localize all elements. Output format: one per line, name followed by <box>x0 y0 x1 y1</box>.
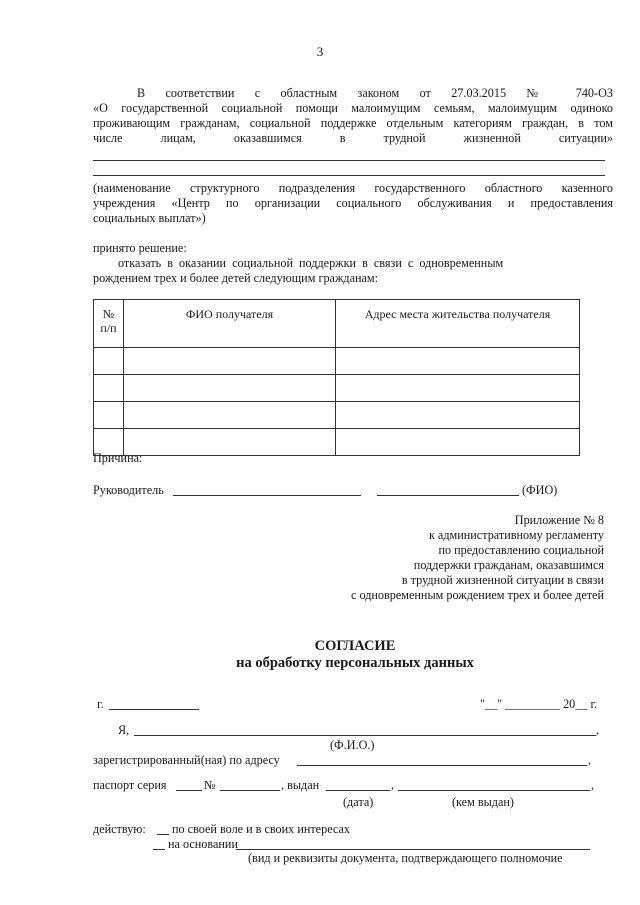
consent-date[interactable]: "__" _________ 20__ г. <box>480 697 598 711</box>
registered-label: зарегистрированный(ная) по адресу <box>93 753 280 767</box>
address-comma: , <box>588 753 592 767</box>
reason-label: Причина: <box>93 451 143 465</box>
head-signature-line[interactable] <box>173 495 361 496</box>
table-cell-address[interactable] <box>336 348 580 375</box>
issue-comma: , <box>391 778 395 792</box>
org-caption-line-3: социальных выплат») <box>93 211 206 225</box>
decision-heading: принято решение: <box>93 241 187 255</box>
table-cell-fio[interactable] <box>124 348 336 375</box>
recipients-table <box>93 299 580 456</box>
passport-number-label: № <box>204 778 216 792</box>
authority-doc-field[interactable] <box>236 849 590 850</box>
org-caption-line-2: учреждения «Центр по организации социального обслуживания и предоставления <box>93 196 613 210</box>
table-cell-number[interactable] <box>94 348 124 375</box>
intro-line-2: «О государственной социальной помощи малоимущим семьям, малоимущим одиноко <box>93 101 613 115</box>
i-label: Я, <box>118 723 130 737</box>
table-cell-number[interactable] <box>94 375 124 402</box>
table-row <box>94 429 580 456</box>
date-caption: (дата) <box>343 795 374 809</box>
consent-subtitle: на обработку персональных данных <box>236 655 474 671</box>
column-header-number: № п/п <box>94 300 124 348</box>
decision-line-1: отказать в оказании социальной поддержки в связи с одновременным <box>118 256 504 270</box>
table-cell-address[interactable] <box>336 429 580 456</box>
issue-date-field[interactable] <box>326 790 390 791</box>
table-row <box>94 402 580 429</box>
decision-line-2: рождением трех и более детей следующим гражданам: <box>93 271 379 285</box>
acting-label: действую: <box>93 822 146 836</box>
column-header-address: Адрес места жительства получателя <box>336 300 580 348</box>
table-row <box>94 375 580 402</box>
address-field[interactable] <box>297 765 587 766</box>
consent-title: СОГЛАСИЕ <box>314 638 396 654</box>
table-cell-address[interactable] <box>336 402 580 429</box>
fio-comma: , <box>596 723 600 737</box>
head-label: Руководитель <box>93 483 164 497</box>
table-header-row <box>94 300 580 348</box>
appendix-line-3: по предоставлению социальной <box>438 543 604 557</box>
issuer-comma: , <box>591 778 595 792</box>
appendix-line-5: в трудной жизненной ситуации в связи <box>401 573 604 587</box>
org-name-line-1[interactable] <box>93 160 605 161</box>
city-prefix: г. <box>97 697 104 711</box>
page-number: 3 <box>316 44 324 59</box>
city-field[interactable] <box>109 709 199 710</box>
issuer-field[interactable] <box>398 790 590 791</box>
appendix-line-2: к административному регламенту <box>428 528 604 542</box>
table-cell-address[interactable] <box>336 375 580 402</box>
acting-option1-checkbox[interactable] <box>157 834 169 835</box>
acting-option2-label: на основании <box>168 837 238 851</box>
head-fio-suffix: (ФИО) <box>522 483 558 497</box>
org-name-line-2[interactable] <box>93 175 605 176</box>
column-header-fio: ФИО получателя <box>124 300 336 348</box>
table-cell-fio[interactable] <box>124 429 336 456</box>
fio-caption: (Ф.И.О.) <box>330 738 375 752</box>
issued-label: , выдан <box>281 778 320 792</box>
table-cell-fio[interactable] <box>124 375 336 402</box>
intro-line-4: числе лицам, оказавшимся в трудной жизненной ситуации» <box>93 131 613 145</box>
passport-series-field[interactable] <box>176 790 202 791</box>
table-row <box>94 348 580 375</box>
acting-option2-checkbox[interactable] <box>153 849 165 850</box>
appendix-line-1: Приложение № 8 <box>514 513 604 527</box>
intro-line-3: проживающим гражданам, социальной поддержке отдельным категориям граждан, в том <box>93 116 613 130</box>
passport-number-field[interactable] <box>220 790 280 791</box>
appendix-line-4: поддержки гражданам, оказавшимся <box>413 558 604 572</box>
org-caption-line-1: (наименование структурного подразделения государственного областного казенного <box>93 181 613 195</box>
head-fio-line[interactable] <box>377 495 519 496</box>
fio-field[interactable] <box>134 735 596 736</box>
issuer-caption: (кем выдан) <box>452 795 514 809</box>
table-cell-fio[interactable] <box>124 402 336 429</box>
intro-line-1: В соответствии с областным законом от 27.03.2015 № 740-ОЗ <box>137 86 613 100</box>
doc-caption: (вид и реквизиты документа, подтверждающего полномочие <box>248 851 563 865</box>
passport-series-label: паспорт серия <box>93 778 167 792</box>
acting-option1-label: по своей воле и в своих интересах <box>172 822 350 836</box>
appendix-line-6: с одновременным рождением трех и более детей <box>351 588 604 602</box>
table-cell-number[interactable] <box>94 402 124 429</box>
